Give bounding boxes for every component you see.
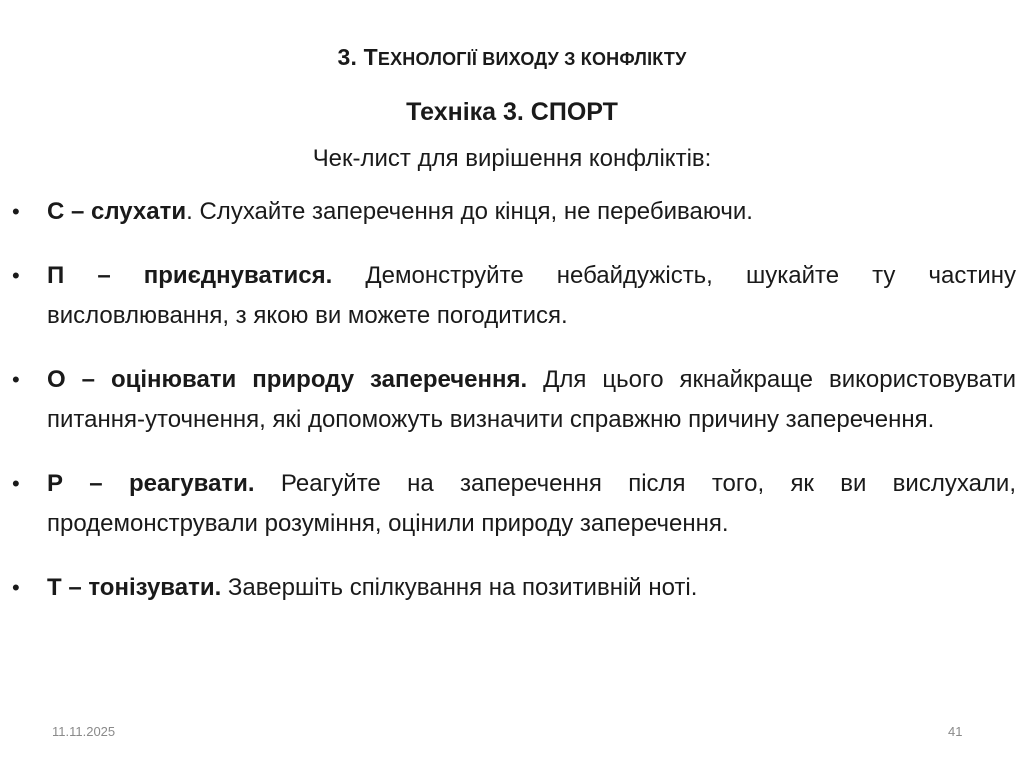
slide-title-prefix: 3. Т [337,44,378,70]
checklist-item-text: Демонструйте небайдужість, шукайте ту частину висловлювання, з якою ви можете погодитися. [47,262,1016,329]
checklist-item-term: С – слухати [47,198,187,225]
checklist-item-evaluate [0,360,1024,440]
bullet-icon: • [12,367,20,392]
slide-subtitle: Техніка 3. СПОРТ [406,98,618,126]
bullet-icon: • [12,575,20,600]
checklist-item-text: Реагуйте на заперечення після того, як ви вислухали, продемонстрували розуміння, оцінили природу заперечення. [47,470,1016,537]
slide-title-rest: ЕХНОЛОГІЇ ВИХОДУ З КОНФЛІКТУ [377,49,687,69]
checklist-item-term: Р – реагувати. [47,470,255,497]
checklist-item-term: О – оцінювати природу заперечення. [47,366,528,393]
checklist-item-tone [0,568,1024,608]
checklist-item-text: Для цього якнайкраще використовувати питання-уточнення, які допоможуть визначити справжню причину заперечення. [47,366,1016,433]
checklist-item-text: . Слухайте заперечення до кінця, не перебиваючи. [186,198,753,225]
checklist-item-react [0,464,1024,544]
bullet-icon: • [12,263,20,288]
checklist-item-join [0,256,1024,336]
bullet-icon: • [12,471,20,496]
checklist-item-term: П – приєднуватися. [47,262,333,289]
checklist-intro: Чек-лист для вирішення конфліктів: [312,145,712,172]
checklist-item-text: Завершіть спілкування на позитивній ноті. [221,574,698,601]
bullet-icon: • [12,199,20,224]
page-number: 41 [948,724,963,739]
footer-date: 11.11.2025 [52,724,116,739]
slide-title [0,44,1024,71]
checklist [0,192,1024,632]
checklist-item-listen [0,192,1024,232]
checklist-item-term: Т – тонізувати. [47,574,222,601]
